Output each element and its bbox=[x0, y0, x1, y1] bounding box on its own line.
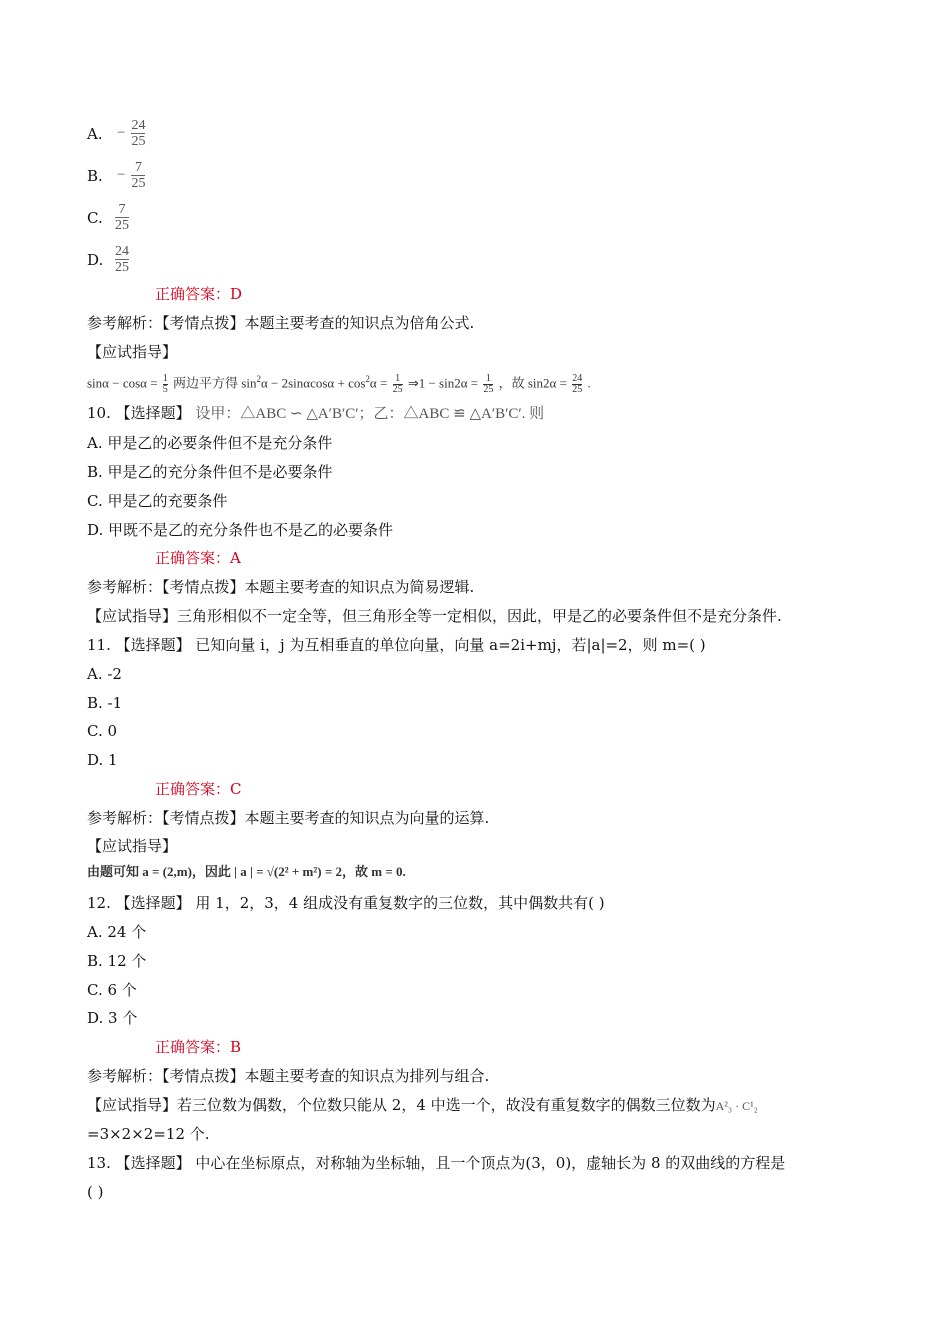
option-a: A. 甲是乙的必要条件但不是充分条件 bbox=[87, 434, 333, 452]
denominator: 25 bbox=[131, 134, 146, 149]
correct-answer: 正确答案：D bbox=[155, 285, 243, 303]
question-prefix: 10. 【选择题】 bbox=[87, 404, 196, 422]
denominator: 25 bbox=[115, 218, 129, 233]
option-d: D. 1 bbox=[87, 751, 118, 769]
guide-text bbox=[87, 1095, 758, 1116]
question-11-stem: 11. 【选择题】 已知向量 i，j 为互相垂直的单位向量，向量 a=2i+mj，若|a|=2，则 m=( ) bbox=[87, 636, 706, 654]
denominator: 25 bbox=[115, 260, 129, 275]
fraction: $\frac{1}{25}$ bbox=[392, 372, 403, 395]
option-c: C. 6 个 bbox=[87, 981, 137, 999]
correct-answer: 正确答案：B bbox=[155, 1038, 242, 1056]
option-c bbox=[87, 202, 129, 233]
option-a bbox=[87, 118, 145, 149]
fraction bbox=[131, 118, 145, 149]
option-a: A. -2 bbox=[87, 665, 122, 683]
denominator: 25 bbox=[131, 176, 146, 191]
option-d: D. 甲既不是乙的充分条件也不是乙的必要条件 bbox=[87, 521, 394, 539]
option-c: C. 甲是乙的充要条件 bbox=[87, 492, 228, 510]
analysis-text: 参考解析：【考情点拨】本题主要考查的知识点为排列与组合. bbox=[87, 1067, 490, 1085]
guide-math: A²₃ · C¹₂ bbox=[715, 1099, 758, 1113]
guide-line: 【应试指导】若三位数为偶数，个位数只能从 2，4 中选一个，故没有重复数字的偶数三位数为 bbox=[87, 1096, 716, 1114]
option-label: A. bbox=[87, 124, 103, 143]
fraction bbox=[131, 160, 145, 191]
fraction bbox=[115, 202, 129, 233]
option-label: D. bbox=[87, 250, 104, 269]
guide-title: 【应试指导】 bbox=[87, 837, 178, 855]
numerator: 24 bbox=[131, 118, 146, 133]
question-13-stem-continued: ( ) bbox=[87, 1183, 104, 1201]
option-b bbox=[87, 160, 145, 191]
correct-answer: 正确答案：C bbox=[155, 780, 242, 798]
guide-math-formula: sinα − cosα = $\frac{1}{5}$ 两边平方得 $\sin^2\alpha - 2\sin\alpha\cos\alpha + \cos^2\alpha$ = $\frac{1}{25}$ ⇒1 − sin2α = $\frac{1}{25}$ ，故 sin2α = $\frac{24}{25}$ . bbox=[87, 372, 591, 395]
guide-title: 【应试指导】 bbox=[87, 343, 178, 361]
guide-text-continued: =3×2×2=12 个. bbox=[87, 1125, 210, 1143]
analysis-text: 参考解析：【考情点拨】本题主要考查的知识点为向量的运算. bbox=[87, 809, 490, 827]
fraction: $\frac{1}{25}$ bbox=[483, 372, 494, 395]
analysis-text: 参考解析：【考情点拨】本题主要考查的知识点为简易逻辑. bbox=[87, 578, 475, 596]
option-a: A. 24 个 bbox=[87, 923, 147, 941]
numerator: 7 bbox=[118, 202, 126, 217]
guide-math-formula: 由题可知 a = (2,m)，因此 | a | = √(2² + m²) = 2，故 m = 0. bbox=[87, 864, 406, 879]
question-13-stem: 13. 【选择题】 中心在坐标原点，对称轴为坐标轴，且一个顶点为(3，0)，虚轴长为 8 的双曲线的方程是 bbox=[87, 1154, 786, 1172]
numerator: 24 bbox=[115, 244, 129, 259]
option-b: B. 12 个 bbox=[87, 952, 147, 970]
option-label: C. bbox=[87, 208, 103, 227]
option-b: B. 甲是乙的充分条件但不是必要条件 bbox=[87, 463, 333, 481]
option-c: C. 0 bbox=[87, 722, 118, 740]
question-10-stem bbox=[87, 403, 544, 424]
guide-text: 【应试指导】三角形相似不一定全等，但三角形全等一定相似，因此，甲是乙的必要条件但不是充分条件. bbox=[87, 607, 782, 625]
option-d bbox=[87, 244, 129, 275]
question-12-stem: 12. 【选择题】 用 1，2，3，4 组成没有重复数字的三位数，其中偶数共有( ) bbox=[87, 894, 605, 912]
minus-sign: − bbox=[117, 167, 126, 183]
minus-sign: − bbox=[117, 125, 126, 141]
option-b: B. -1 bbox=[87, 694, 123, 712]
fraction: $\frac{24}{25}$ bbox=[572, 372, 583, 395]
correct-answer: 正确答案：A bbox=[155, 549, 241, 567]
question-math: 设甲：△ABC ∽ △A′B′C′；乙：△ABC ≌ △A′B′C′. 则 bbox=[195, 406, 545, 422]
analysis-text: 参考解析：【考情点拨】本题主要考查的知识点为倍角公式. bbox=[87, 314, 475, 332]
option-d: D. 3 个 bbox=[87, 1009, 138, 1027]
fraction bbox=[115, 244, 129, 275]
option-label: B. bbox=[87, 166, 103, 185]
fraction: $\frac{1}{5}$ bbox=[162, 372, 168, 395]
numerator: 7 bbox=[134, 160, 142, 175]
